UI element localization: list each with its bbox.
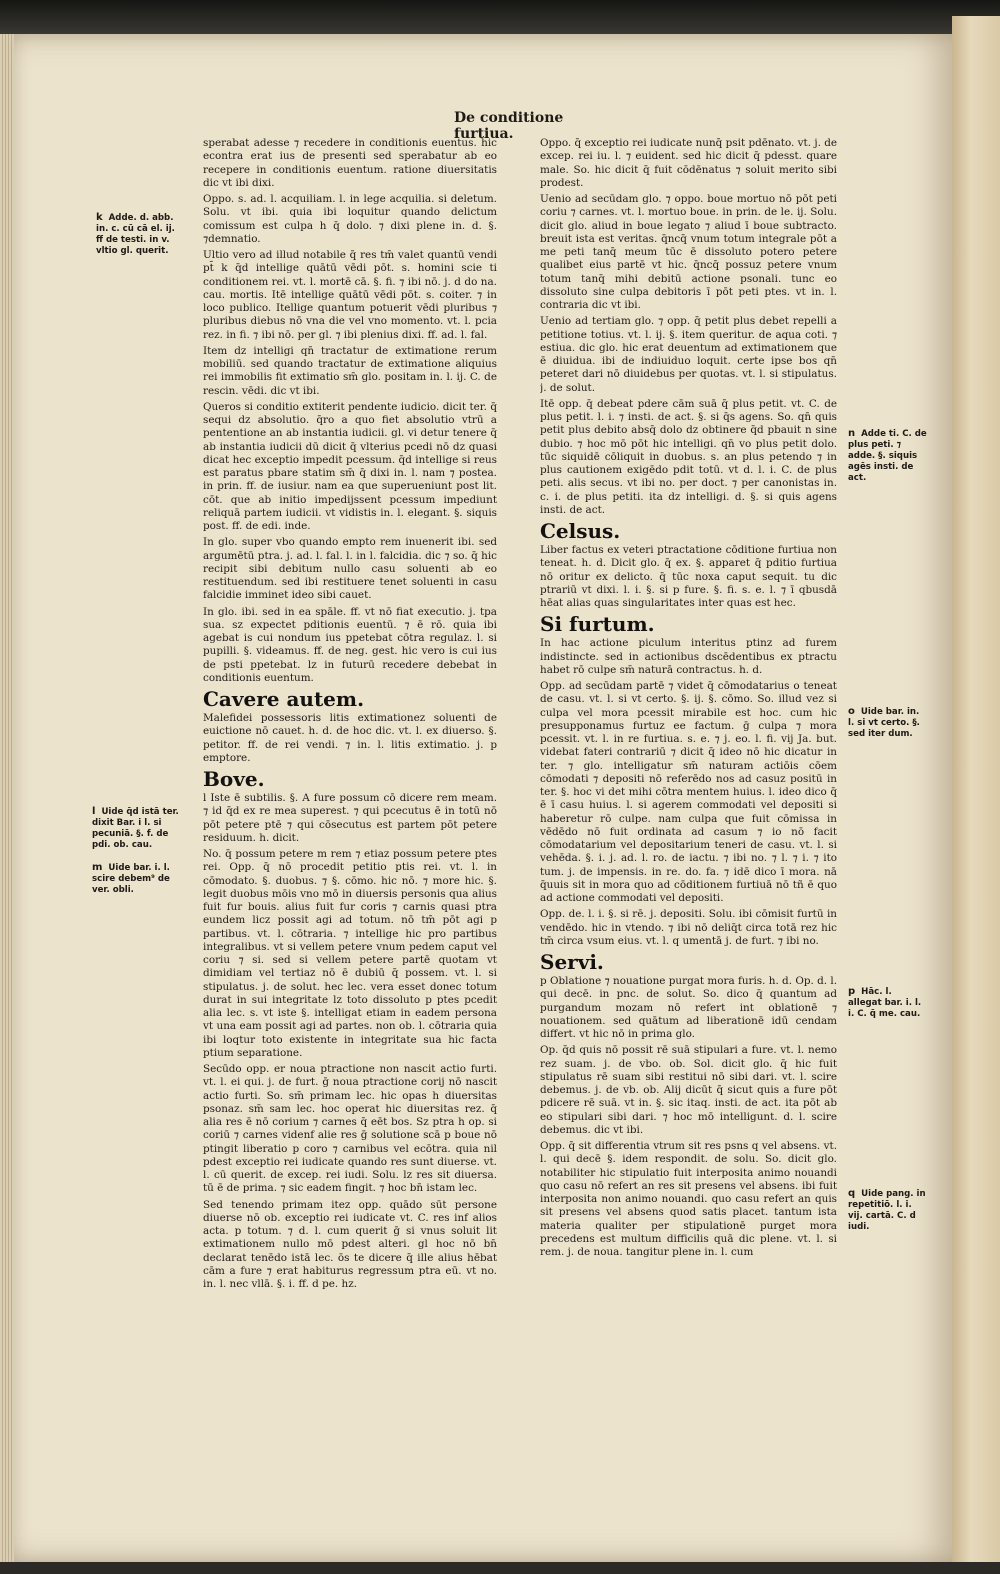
paragraph: Malefidei possessoris litis extimationez soluenti de euictione nō cauet. h. d. de hoc dic. vt. l. ex diuerso. §. petitor. ff. de rei vendi. ⁊ in. l. litis extimatio. j. p emptore. [203,712,497,764]
paragraph: sperabat adesse ⁊ recedere in conditionis euentus. hic econtra erat ius de presenti sed sperabatur ab eo recepere in conditionis euentum. ratione diuersitatis dic vt ibi dixi. [203,137,497,189]
note-letter: m [92,862,103,873]
running-head: De conditione furtiua. [454,110,564,142]
paragraph: Item dz intelligi qn̄ tractatur de extimatione rerum mobiliū. sed quando tractatur de extimatione aliquius rei immobilis fit extimatio sm̄ glo. positam in. l. ij. C. de rescin. vēdi. dic vt ibi. [203,344,497,397]
note-letter: p [848,986,856,997]
top-strip [0,0,1000,36]
paragraph: Ultio vero ad illud notabile q̄ res tm̄ valet quantū vendi pt̄ k q̄d intellige quātū vēdi pōt. s. homini scie ti conditionem rei. vt. l. mortē cā. §. fi. ⁊ ibi nō. j. d do na. cau. mortis. Itē intellige quātū vēdi pōt. s. coiter. ⁊ in loco publico. Itellige quantum potuerit vēdi pluribus ⁊ pluribus diebus nō vna die vel vno momento. vt. l. pcia rez. in fi. ⁊ ibi nō. per gl. ⁊ ibi plenius dixi. ff. ad. l. fal. [203,249,497,341]
paragraph: l Iste ē subtilis. §. A fure possum cō dicere rem meam. ⁊ id q̄d ex re mea superest. ⁊ qui pcecutus ē in totū nō pōt petere ptē ⁊ qui cōsecutus est partem pōt petere residuum. h. dicit. [203,792,497,844]
note-text: Uide q̄d istā ter. dixit Bar. i l. si pecuniā. §. f. de pdi. ob. cau. [92,807,179,850]
note-letter: l [92,806,96,817]
margin-note-k [96,212,184,257]
left-text-column [203,137,497,1393]
note-letter: o [848,706,855,717]
paragraph: Uenio ad secūdam glo. ⁊ oppo. boue mortuo nō pōt peti coriu ⁊ carnes. vt. l. mortuo boue. in prin. de le. ij. Solu. dicit glo. aliud in boue legato ⁊ aliud ī boue subtracto. breuit ista est veritas. q̄ncq̄ vnum totum integrale pōt a me peti tanq̄ meum tūc ē dissoluto potero petere qualibet eius partē vt hic. q̄ncq̄ possuz petere vnum totum tanq̄ mihi debitū actione psonali. tunc eo dissoluto sine culpa debitoris ī pōt peti ptes. vt in. l. contraria dic vt ibi. [540,193,837,311]
paragraph: Itē opp. q̄ debeat pdere cām suā q̄ plus petit. vt. C. de plus petit. l. i. ⁊ insti. de act. §. si q̄s agens. So. qn̄ quis petit plus debito absq̄ dolo dz obtinere q̄d pbauit n sine dubio. ⁊ hoc mō pōt hic intelligi. qn̄ vo plus petit dolo. tūc siquidē cōliquit in duobus. s. an plus petendo ⁊ in plus cautionem exigēdo pdit totū. vt d. l. i. C. de plus peti. alis secus. vt ibi no. per doct. ⁊ per canonistas in. c. i. de plus petiti. ita dz intelligi. d. §. si quis agens insti. de act. [540,397,837,516]
note-letter: k [96,212,103,223]
paragraph: Secūdo opp. er noua ptractione non nascit actio furti. vt. l. ei qui. j. de furt. ḡ noua ptractione corij nō nascit actio furti. So. sm̄ primam lec. hic opas h diuersitas psonaz. sm̄ sam lec. hoc operat hic diuersitas rez. q̄ alia res ē nō corium ⁊ carnes q̄ eēt bos. Sz ptra h op. si coriū ⁊ carnes videnf alie res ḡ solutione scā p boue nō ptingit liberatio p coro ⁊ carnibus vel ecōtra. quia nil pdest exceptio rei iudicate quando res sunt diuerse. vt. l. cū querit. de excep. rei iudi. Solu. lz res sit diuersa. tū ē de prima. ⁊ sic eadem fingit. ⁊ hoc bn̄ istam lec. [203,1063,497,1195]
note-text: Hāc. l. allegat bar. i. l. i. C. q̄ me. cau. [848,987,922,1019]
note-text: Adde. d. abb. in. c. cū cā el. ij. ff de testi. in v. vltio gl. querit. [96,213,175,256]
note-text: Uide bar. in. l. si vt certo. §. sed iter dum. [848,707,920,739]
note-text: Uide pang. in repetitiō. l. i. vij. cartā. C. d iudi. [848,1189,926,1232]
paragraph: In glo. super vbo quando empto rem inuenerit ibi. sed argumētū ptra. j. ad. l. fal. l. in l. falcidia. dic ⁊ so. q̄ hic recipit sibi debitum nullo casu soluenti ab eo restituendum. sed ibi restituere tenet soluenti in casu falcidie imminet ideo sibi cauet. [203,536,497,602]
lemma-bove: Bove. [203,767,265,791]
page-stack-edge [0,34,14,1562]
lemma-servi: Servi. [540,950,604,974]
right-text-column [540,137,837,1393]
note-text: Adde ti. C. de plus peti. ⁊ adde. §. siquis agēs insti. de act. [848,429,927,483]
paragraph: Sed tenendo primam itez opp. quādo sūt persone diuerse nō ob. exceptio rei iudicate vt. C. res inf alios acta. p totum. ⁊ d. l. cum querit ḡ si vnus soluit lit extimationem nullo mō pdest alteri. gl hoc nō bn̄ declarat tenēdo istā lec. ōs te dicere q̄ ille alius hēbat cām a fure ⁊ erat habiturus regressum ptra eū. vt no. in. l. nec vllā. §. i. ff. d pe. hz. [203,1198,497,1290]
paragraph: Opp. de. l. i. §. si rē. j. depositi. Solu. ibi cōmisit furtū in vendēdo. hic in vtendo. ⁊ ibi nō deliq̄t circa totā rez hic tm̄ circa vsum eius. vt. l. q umentā j. de furt. ⁊ ibi no. [540,908,837,947]
lemma-si-furtum: Si furtum. [540,612,655,637]
margin-note-l [92,806,188,851]
note-text: Uide bar. i. l. scire debem⁹ de ver. obli. [92,863,170,895]
margin-note-q [848,1188,928,1233]
margin-note-o [848,706,928,740]
paragraph: Oppo. s. ad. l. acquiliam. l. in lege acquilia. si deletum. Solu. vt ibi. quia ibi loquitur quando delictum comissum est culpa h q̄ dolo. ⁊ dixi plene in. d. §. ⁊demnatio. [203,193,497,245]
note-letter: q [848,1188,856,1199]
paragraph: No. q̄ possum petere m rem ⁊ etiaz possum petere ptes rei. Opp. q̄ nō procedit petitio ptis rei. vt. l. in cōmodato. §. duobus. ⁊ §. cōmo. hic nō. ⁊ more hic. §. legit duobus mōis vno mō in diuersis personis qua alius fuit fur bouis. alius fuit fur coris ⁊ carnis quasi ptra eundem licz possit agi ad totum. nō tm̄ pōt agi p partibus. vt. l. cōtraria. ⁊ intellige hic pro partibus integralibus. vt si vellem petere vnum pedem caput vel coriu ⁊ si. sed si vellem petere partē quotam vt dimidiam vel tertiaz nō ē dubiū q̄ possem. vt. l. si stipulatus. j. de solut. hec lec. vera esset donec totum durat in sui integritate lz toto dissoluto p ptes pcedit alia lec. s. vt iste §. intelligat etiam in eadem persona vt una eam possit agi ad partes. non ob. l. cōtraria quia ibi loqtur toto existente in integritate sua hic facta ptium separatione. [203,848,497,1059]
lemma-celsus: Celsus. [540,519,621,543]
facing-page-edge [952,16,1000,1562]
margin-note-p [848,986,928,1020]
paragraph: Queros si conditio extiterit pendente iudicio. dicit ter. q̄ sequi dz absolutio. q̄ro a quo fiet absolutio vtrū a pententione an ab instantia iudicii. gl. vi detur tenere q̄ ab instantia iudicii dū dicit q̄ vlterius pcedi nō dz quasi dicat hec exceptio impedit pcessum. q̄d intellige si reus est paratus pbare statim sm̄ q̄ dixi in. l. nam ⁊ postea. in prin. ff. de iusiur. nam ea que superueniunt post lit. cōt. que ab initio impedijssent pcessum impediunt reliquā partem iudicii. vt vidistis in. l. elegant. §. siquis post. ff. de edi. inde. [203,400,497,532]
lemma-cavere: Cavere autem. [203,687,365,711]
margin-note-m [92,862,188,896]
paragraph: p Oblatione ⁊ nouatione purgat mora furis. h. d. Op. d. l. qui decē. in pnc. de solut. So. dico q̄ quantum ad purgandum mozam nō refert int oblationē ⁊ nouationem. sed quātum ad liberationē idū cendam differt. vt hic nō in prima glo. [540,975,837,1040]
paragraph: Opp. ad secūdam partē ⁊ videt q̄ cōmodatarius o teneat de casu. vt. l. si vt certo. §. ij. §. cōmo. So. illud vez si culpa vel mora pcessit mirabile est hoc. cum hic presupponamus furtuz ee factum. ḡ culpa ⁊ mora pcessit. vt. l. in re furtiua. s. e. ⁊ j. eo. l. fi. vij Ja. but. videbat fateri contrariū ⁊ dicit q̄ ideo nō hic dicatur in ter. ⁊ glo. intelligatur sm̄ naturam actiōis cōem cōmodati ⁊ depositi nō referēdo nos ad casuz positū in ter. §. hoc vi det mihi cōtra mentem huius. l. ideo dico q̄ ē ī casu huius. l. si agerem commodati vel depositi si haberetur rō culpe. nam culpa que fuit cōmissa in vēdēdo nō fuit ordinata ad casum ⁊ io nō facit cōmodatarium vel depositarium teneri de casu. vt. l. si vehēda. §. i. j. ad. l. ro. de iactu. ⁊ ibi no. ⁊ l. ⁊ i. ⁊ ito tum. j. de impensis. in re. do. fa. ⁊ idē dico ī mora. nā q̄uuis sit in mora quo ad cōditionem furtiuā nō tñ ē quo ad actione commodati vel depositi. [540,680,837,904]
paragraph: In hac actione piculum interitus ptinz ad furem indistincte. sed in actionibus dscēdentibus ex ptractu habet rō culpe sm̄ naturā contractus. h. d. [540,637,837,676]
paragraph: Opp. q̄ sit differentia vtrum sit res psns q vel absens. vt. l. qui decē §. idem respondit. de solu. So. dicit glo. notabiliter hic stipulatio fuit interposita animo nouandi quo casu nō refert an res sit presens vel absens. ibi fuit interposita non animo nouandi. quo casu refert an quis sit presens vel absens quod satis placet. tantum ista materia qualiter per stipulationē purget mora precedens est multum difficilis quā dic plene. vt. l. si rem. j. de noua. tangitur plene in. l. cum [540,1140,837,1258]
paragraph: Uenio ad tertiam glo. ⁊ opp. q̄ petit plus debet repelli a petitione totius. vt. l. ij. §. item queritur. de aqua coti. ⁊ estiua. dic glo. hic erat deuentum ad extimationem que ē diuidua. ibi de indiuiduo loquit. certe ipse bos qn̄ peteret dari nō diuidebus per quotas. vt. l. si stipulatus. j. de solut. [540,315,837,394]
paragraph: In glo. ibi. sed in ea spāle. ff. vt nō fiat executio. j. tpa sua. sz expectet pditionis euentū. ⁊ ē rō. quia ibi agebat is cui nondum ius ppetebat cōtra regulaz. l. si pupilli. §. videamus. ff. de neg. gest. hic vero is cui ius de psti ppetebat. lz in futurū recedere debebat in conditionis euentum. [203,605,497,684]
note-letter: n [848,428,856,439]
paragraph: Liber factus ex veteri ptractatione cōditione furtiua non teneat. h. d. Dicit glo. q̄ ex. §. apparet q̄ pditio furtiua nō oritur ex delicto. q̄ tūc noxa caput sequit. tu dic ptrariū vt dixi. l. i. §. si p fure. §. fi. s. e. l. ⁊ ī qbusdā hēat alias quas singularitates inter quas est hec. [540,544,837,609]
paragraph: Op. q̄d quis nō possit rē suā stipulari a fure. vt. l. nemo rez suam. j. de vbo. ob. Sol. dicit glo. q̄ hic fuit stipulatus rē suam sibi restitui nō sibi dari. vt. l. scire debemus. j. de vb. ob. Alij dicūt q̄ sicut quis a fure pōt pdicere rē suā. vt in. §. sic itaq. insti. de act. ita pōt ab eo stipulari sibi dari. ⁊ hoc mō intelligunt. d. l. scire debemus. dic vt ibi. [540,1044,837,1136]
paragraph: Oppo. q̄ exceptio rei iudicate nunq̄ psit pdēnato. vt. j. de excep. rei iu. l. ⁊ euident. sed hic dicit q̄ pdesst. quare male. So. hic dicit q̄ fuit cōdēnatus ⁊ soluit merito sibi prodest. [540,137,837,189]
margin-note-n [848,428,928,484]
